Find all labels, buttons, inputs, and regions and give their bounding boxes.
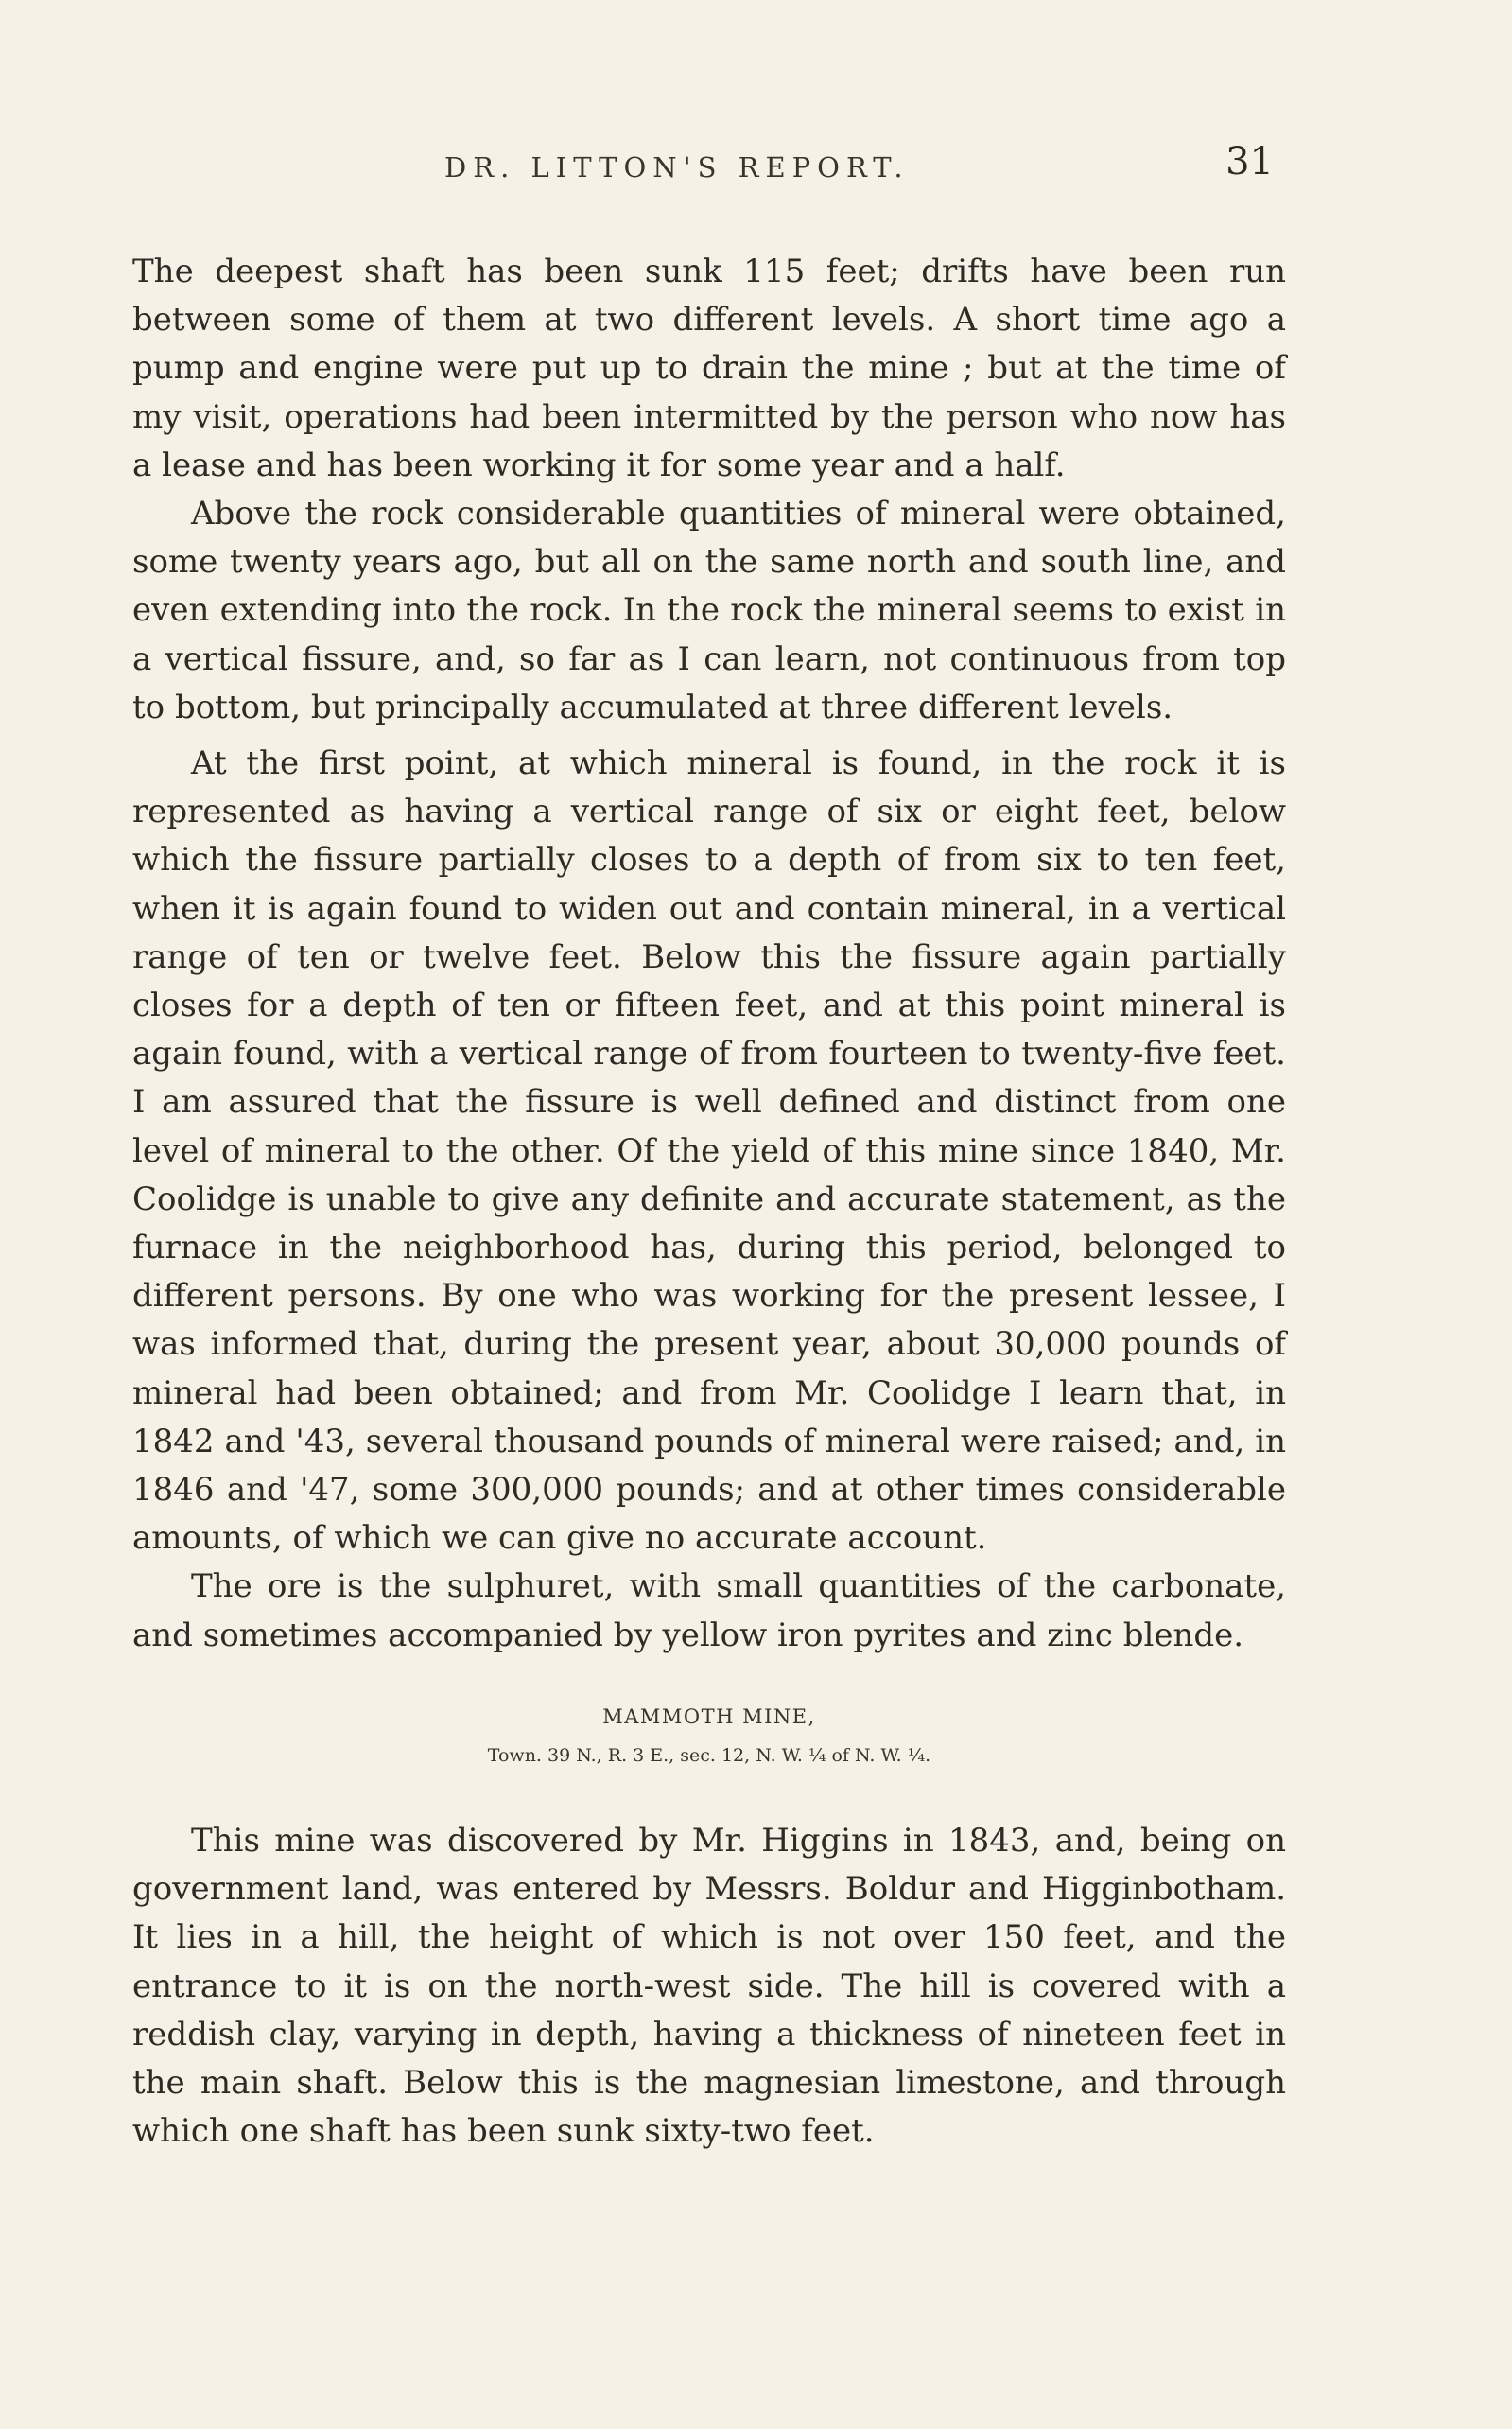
body-text — [132, 248, 1286, 2156]
paragraph: Above the rock considerable quantities of mineral were obtained, some twenty years ago, but all on the same north and south line, and even extending into the rock. In the rock the mineral seems to exist in a vertical fissure, and, so far as I can learn, not continuous from top to bottom, but principally accumulated at three different levels. — [132, 495, 1286, 726]
paragraph: This mine was discovered by Mr. Higgins in 1843, and, being on government land, was entered by Messrs. Boldur and Higginbotham. It lies in a hill, the height of which is not over 150 feet, and the entrance to it is on the north-west side. The hill is covered with a reddish clay, varying in depth, having a thickness of nineteen feet in the main shaft. Below this is the magnesian limestone, and through which one shaft has been sunk sixty-two feet. — [132, 1821, 1286, 2151]
running-title: DR. LITTON'S REPORT. — [444, 151, 910, 183]
section-location: Town. 39 N., R. 3 E., sec. 12, N. W. ¼ of N. W. ¼. — [487, 1744, 931, 1766]
running-head — [132, 140, 1286, 197]
paragraph: At the first point, at which mineral is found, in the rock it is represented as having a vertical range of six or eight feet, below which the fissure partially closes to a depth of from six to ten feet, when it is again found to widen out and contain mineral, in a vertical range of ten or twelve feet. Below this the fissure again partially closes for a depth of ten or fifteen feet, and at this point mineral is again found, with a vertical range of from fourteen to twenty-five feet. I am assured that the fissure is well defined and distinct from one level of mineral to the other. Of the yield of this mine since 1840, Mr. Coolidge is unable to give any definite and accurate statement, as the furnace in the neighborhood has, during this period, belonged to different persons. By one who was working for the present lessee, I was informed that, during the present year, about 30,000 pounds of mineral had been obtained; and from Mr. Coolidge I learn that, in 1842 and '43, several thousand pounds of mineral were raised; and, in 1846 and '47, some 300,000 pounds; and at other times considerable amounts, of which we can give no accurate account. — [132, 744, 1286, 1558]
paragraph: The ore is the sulphuret, with small quantities of the carbonate, and sometimes accompanied by yellow iron pyrites and zinc blende. — [132, 1567, 1286, 1654]
section-title: MAMMOTH MINE, — [602, 1704, 816, 1728]
section-heading — [132, 1705, 1286, 1766]
page-number: 31 — [1225, 140, 1274, 183]
paragraph: The deepest shaft has been sunk 115 feet; drifts have been run between some of them at two different levels. A short time ago a pump and engine were put up to drain the mine ; but at the time of my visit, operations had been intermitted by the person who now has a lease and has been working it for some year and a half. — [132, 253, 1286, 484]
